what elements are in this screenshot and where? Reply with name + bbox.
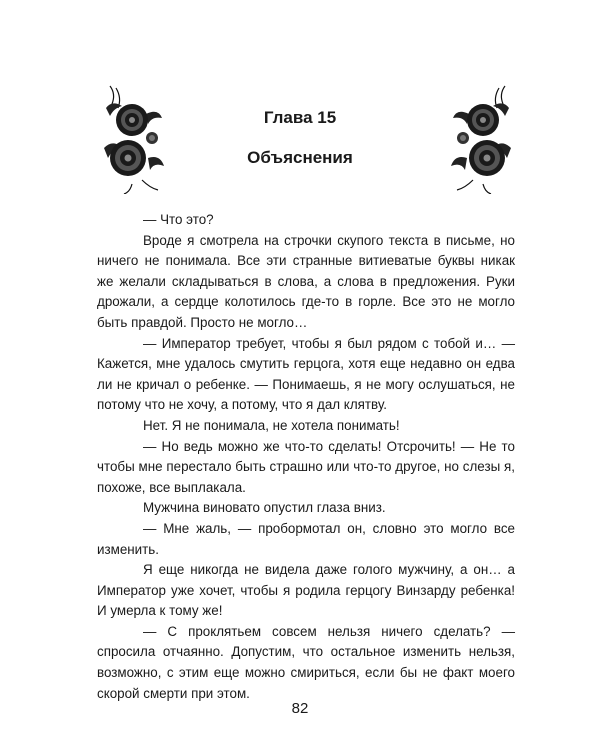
paragraph: Нет. Я не понимала, не хотела понимать! <box>143 417 400 433</box>
paragraph: Вроде я смотрела на строчки скупого текста в письме, но ничего не понимала. Все эти странные витиеватые буквы никак же желали складываться в слова, а слова в предложения. Руки дрожали, а сердце колотилось где-то в горле. Все это не могло быть правдой. Просто не могло… <box>97 232 515 330</box>
paragraph: Я еще никогда не видела даже голого мужчину, а он… а Император уже хочет, чтобы я родила герцогу Винзарду ребенка! И умерла к тому же! <box>97 562 515 619</box>
chapter-body <box>97 210 515 704</box>
page-number: 82 <box>291 700 309 717</box>
chapter-number: Глава 15 <box>263 108 337 127</box>
rose-bouquet-icon <box>102 84 164 194</box>
chapter-title: Объяснения <box>247 148 353 167</box>
paragraph: Мужчина виновато опустил глаза вниз. <box>143 500 386 516</box>
paragraph: — Что это? <box>143 212 214 227</box>
paragraph: — Но ведь можно же что-то сделать! Отсрочить! — Не то чтобы мне перестало быть страшно или что-то другое, но слезы я, похоже, все выплакала. <box>97 438 515 495</box>
paragraph: — С проклятьем совсем нельзя ничего сделать? — спросила отчаянно. Допустим, что остальное изменить нельзя, возможно, с этим еще можно смириться, если бы не факт моего скорой смерти при этом. <box>97 623 515 701</box>
paragraph: — Император требует, чтобы я был рядом с тобой и… — Кажется, мне удалось смутить герцога, хотя еще недавно он едва ли не кричал о ребенке. — Понимаешь, я не могу ослушаться, не потому что не хочу, а потому, что я дал клятву. <box>97 335 515 413</box>
paragraph: — Мне жаль, — пробормотал он, словно это могло все изменить. <box>97 520 515 557</box>
rose-bouquet-icon <box>451 84 513 194</box>
